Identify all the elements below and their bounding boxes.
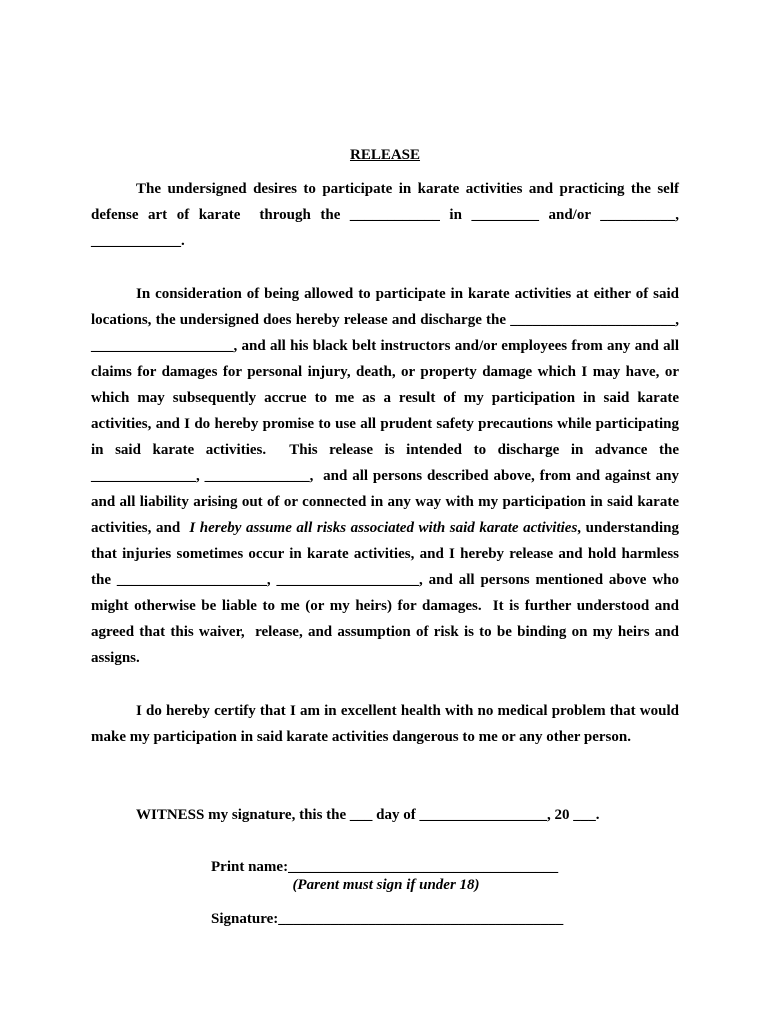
signature-line: Signature:______________________________________ — [211, 911, 564, 927]
health-certification-paragraph: I do hereby certify that I am in excellent health with no medical problem that would make my participation in said karate activities dangerous to me or any other person. — [91, 703, 679, 745]
witness-line: WITNESS my signature, this the ___ day of _________________, 20 ___. — [136, 807, 600, 823]
release-text-part-1: In consideration of being allowed to participate in karate activities at either of said locations, the undersigned does hereby release and discharge the ______________________, ___________________, and all his black belt instructors and/or employees from any and all claims for damages for personal injury, death, or property damage which I may have, or which may subsequently accrue to me as a result of my participation in said karate activities, and I do hereby promise to use all prudent safety precautions while participating in said karate activities. This release is intended to discharge in advance the ______________, ______________, and all persons described above, from and against any and all liability arising out of or connected in any way with my participation in said karate activities, and — [91, 286, 679, 536]
release-paragraph — [91, 281, 679, 671]
assume-risk-clause: I hereby assume all risks associated with said karate activities — [189, 520, 578, 536]
intro-paragraph: The undersigned desires to participate in karate activities and practicing the self defense art of karate through the ____________ in _________ and/or __________, ____________. — [91, 181, 679, 249]
print-name-line: Print name:____________________________________ — [211, 859, 559, 875]
parent-note: (Parent must sign if under 18) — [292, 877, 480, 893]
document-title: RELEASE — [349, 147, 421, 163]
release-text-part-2: , understanding that injuries sometimes occur in karate activities, and I hereby release and hold harmless the ____________________, ___________________, and all persons mentioned above who might otherwise be liable to me (or my heirs) for damages. It is further understood and agreed that this waiver, release, and assumption of risk is to be binding on my heirs and assigns. — [91, 520, 680, 666]
